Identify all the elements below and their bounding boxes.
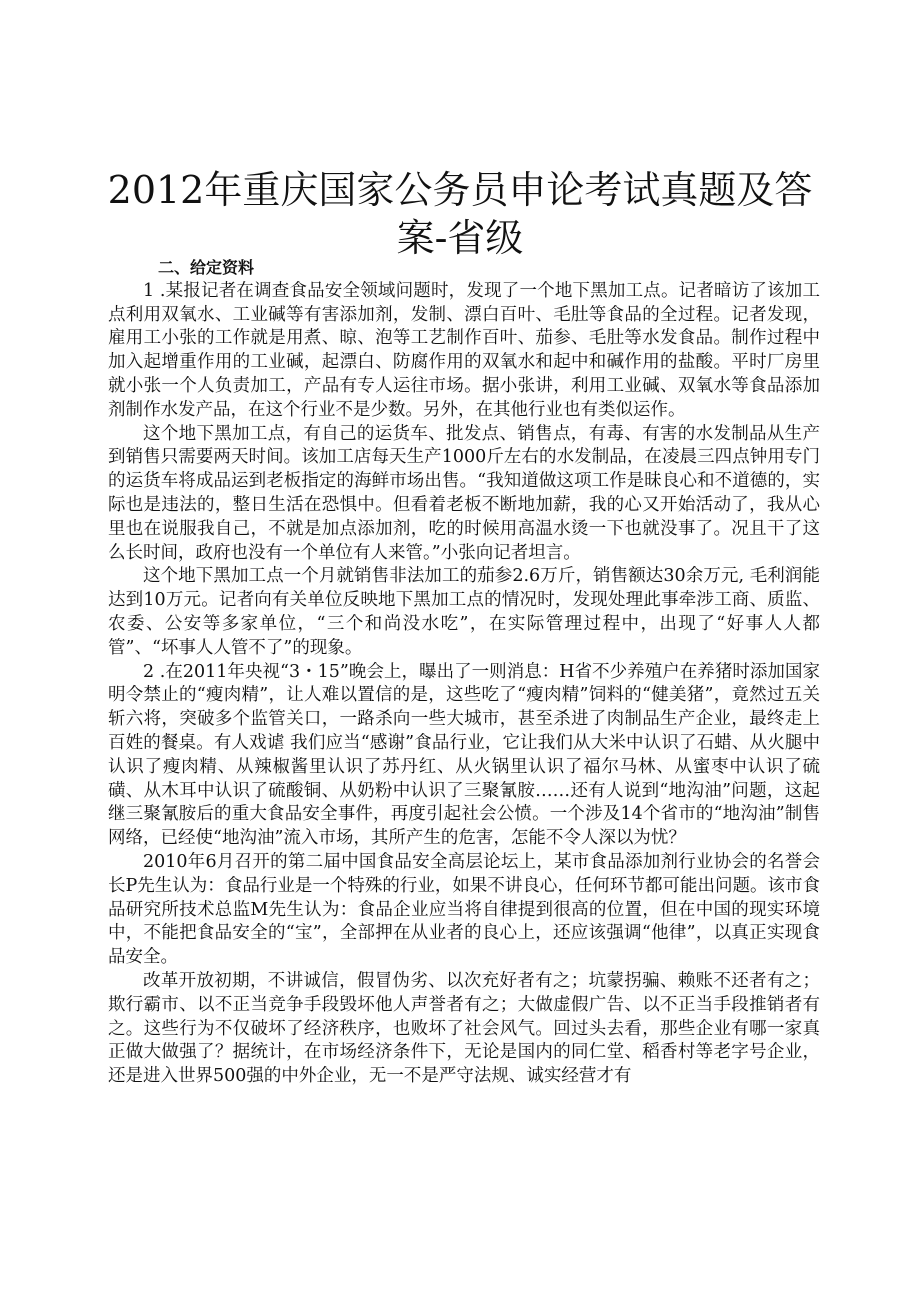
paragraph-3: 这个地下黑加工点一个月就销售非法加工的茄参2.6万斤，销售额达30余万元, 毛利润能达到10万元。记者向有关单位反映地下黑加工点的情况时，发现处理此事牵涉工商、质监、农委、公安等多家单位，“三个和尚没水吃”，在实际管理过程中，出现了“好事人人都管”、“坏事人人管不了”的现象。 (108, 566, 820, 658)
paragraph-5: 2010年6月召开的第二届中国食品安全高层论坛上，某市食品添加剂行业协会的名誉会长P先生认为：食品行业是一个特殊的行业，如果不讲良心，任何环节都可能出问题。该市食品研究所技术总监M先生认为：食品企业应当将自律提到很高的位置，但在中国的现实环境中，不能把食品安全的“宝”，全部押在从业者的良心上，还应该强调“他律”，以真正实现食品安全。 (108, 851, 820, 968)
paragraph-4: 2 .在2011年央视“3・15”晚会上，曝出了一则消息：H省不少养殖户在养猪时添加国家明令禁止的“瘦肉精”，让人难以置信的是，这些吃了“瘦肉精”饲料的“健美猪”，竟然过五关斩六将，突破多个监管关口，一路杀向一些大城市，甚至杀进了肉制品生产企业，最终走上百姓的餐桌。有人戏谑 我们应当“感谢”食品行业，它让我们从大米中认识了石蜡、从火腿中认识了瘦肉精、从辣椒酱里认识了苏丹红、从火锅里认识了福尔马林、从蜜枣中认识了硫磺、从木耳中认识了硫酸铜、从奶粉中认识了三聚氰胺……还有人说到“地沟油”问题，这起继三聚氰胺后的重大食品安全事件，再度引起社会公愤。一个涉及14个省市的“地沟油”制售网络，已经使“地沟油”流入市场，其所产生的危害，怎能不令人深以为忧？ (108, 661, 820, 849)
paragraph-2: 这个地下黑加工点，有自己的运货车、批发点、销售点，有毒、有害的水发制品从生产到销售只需要两天时间。该加工店每天生产1000斤左右的水发制品，在凌晨三四点钟用专门的运货车将成品运到老板指定的海鲜市场出售。“我知道做这项工作是昧良心和不道德的，实际也是违法的，整日生活在恐惧中。但看着老板不断地加薪，我的心又开始活动了，我从心里也在说服我自己，不就是加点添加剂，吃的时候用高温水烫一下也就没事了。况且干了这么长时间，政府也没有一个单位有人来管。”小张向记者坦言。 (108, 423, 820, 563)
section-heading: 二、给定资料 (158, 258, 255, 277)
document-title: 2012年重庆国家公务员申论考试真题及答案-省级 (107, 168, 813, 260)
document-body (108, 256, 820, 1089)
paragraph-1: 1 .某报记者在调查食品安全领域问题时，发现了一个地下黑加工点。记者暗访了该加工点利用双氧水、工业碱等有害添加剂，发制、漂白百叶、毛肚等食品的全过程。记者发现，雇用工小张的工作就是用煮、晾、泡等工艺制作百叶、茄参、毛肚等水发食品。制作过程中加入起增重作用的工业碱，起漂白、防腐作用的双氧水和起中和碱作用的盐酸。平时厂房里就小张一个人负责加工，产品有专人运往市场。据小张讲，利用工业碱、双氧水等食品添加剂制作水发产品，在这个行业不是少数。另外，在其他行业也有类似运作。 (108, 280, 820, 420)
paragraph-6: 改革开放初期，不讲诚信，假冒伪劣、以次充好者有之；坑蒙拐骗、赖账不还者有之；欺行霸市、以不正当竞争手段毁坏他人声誉者有之；大做虚假广告、以不正当手段推销者有之。这些行为不仅破坏了经济秩序，也败坏了社会风气。回过头去看，那些企业有哪一家真正做大做强了？据统计，在市场经济条件下，无论是国内的同仁堂、稻香村等老字号企业，还是进入世界500强的中外企业，无一不是严守法规、诚实经营才有 (108, 970, 820, 1087)
